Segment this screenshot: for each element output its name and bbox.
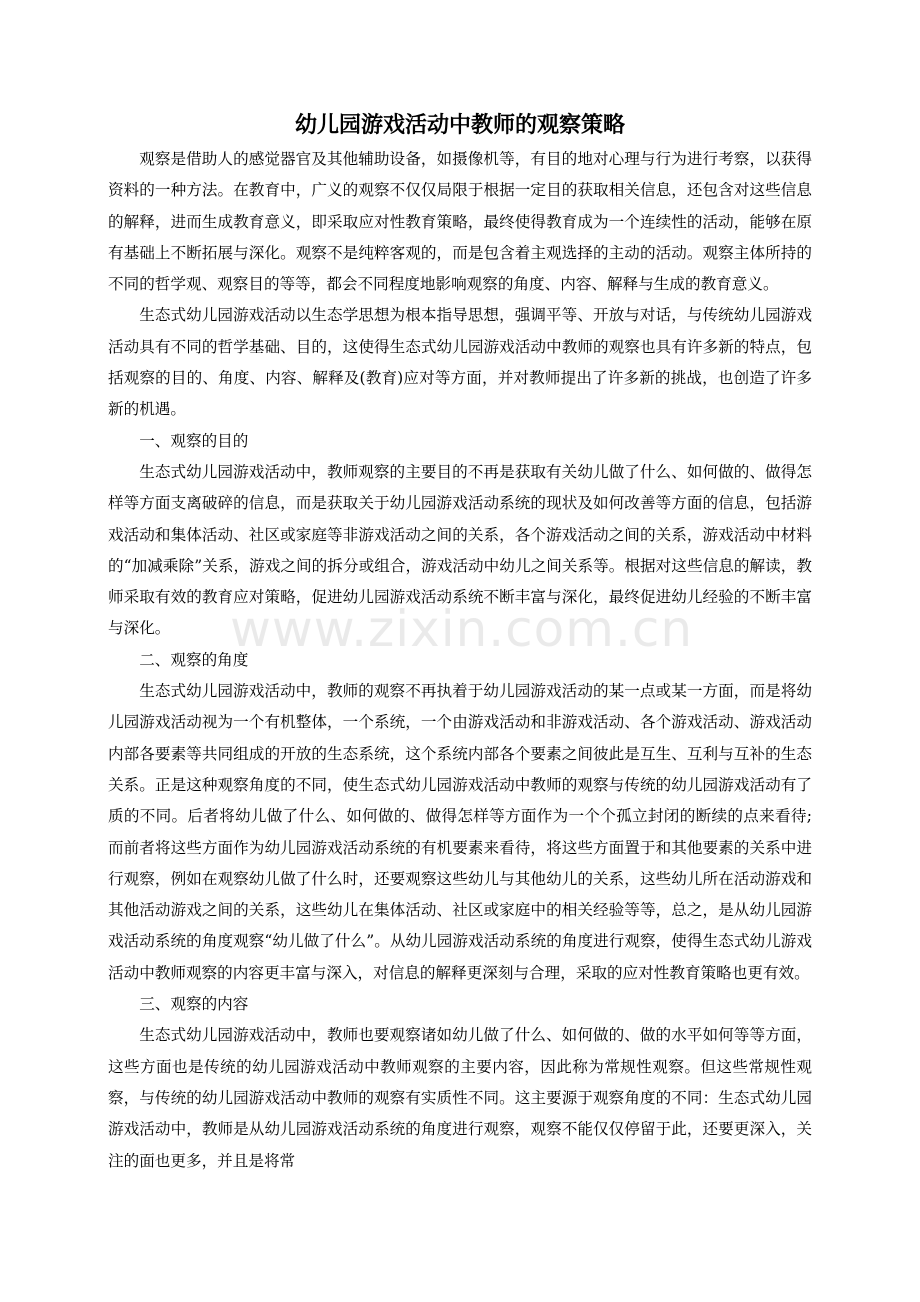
body-paragraph: 观察是借助人的感觉器官及其他辅助设备，如摄像机等，有目的地对心理与行为进行考察，以获得资料的一种方法。在教育中，广义的观察不仅仅局限于根据一定目的获取相关信息，还包含对这些信息的解释，进而生成教育意义，即采取应对性教育策略，最终使得教育成为一个连续性的活动，能够在原有基础上不断拓展与深化。观察不是纯粹客观的，而是包含着主观选择的主动的活动。观察主体所持的不同的哲学观、观察目的等等，都会不同程度地影响观察的角度、内容、解释与生成的教育意义。 [108, 150, 812, 294]
section-heading: 二、观察的角度 [139, 650, 249, 669]
body-paragraph: 生态式幼儿园游戏活动中，教师的观察不再执着于幼儿园游戏活动的某一点或某一方面，而是将幼儿园游戏活动视为一个有机整体，一个系统，一个由游戏活动和非游戏活动、各个游戏活动、游戏活动内部各要素等共同组成的开放的生态系统，这个系统内部各个要素之间彼此是互生、互利与互补的生态关系。正是这种观察角度的不同，使生态式幼儿园游戏活动中教师的观察与传统的幼儿园游戏活动有了质的不同。后者将幼儿做了什么、如何做的、做得怎样等方面作为一个个孤立封闭的断续的点来看待;而前者将这些方面作为幼儿园游戏活动系统的有机要素来看待，将这些方面置于和其他要素的关系中进行观察，例如在观察幼儿做了什么时，还要观察这些幼儿与其他幼儿的关系，这些幼儿所在活动游戏和其他活动游戏之间的关系，这些幼儿在集体活动、社区或家庭中的相关经验等等，总之，是从幼儿园游戏活动系统的角度观察“幼儿做了什么”。从幼儿园游戏活动系统的角度进行观察，使得生态式幼儿游戏活动中教师观察的内容更丰富与深入，对信息的解释更深刻与合理，采取的应对性教育策略也更有效。 [108, 682, 812, 982]
document-title: 幼儿园游戏活动中教师的观察策略 [294, 113, 625, 138]
body-paragraph: 生态式幼儿园游戏活动中，教师观察的主要目的不再是获取有关幼儿做了什么、如何做的、做得怎样等方面支离破碎的信息，而是获取关于幼儿园游戏活动系统的现状及如何改善等方面的信息，包括游戏活动和集体活动、社区或家庭等非游戏活动之间的关系，各个游戏活动之间的关系，游戏活动中材料的“加减乘除”关系，游戏之间的拆分或组合，游戏活动中幼儿之间关系等。根据对这些信息的解读，教师采取有效的教育应对策略，促进幼儿园游戏活动系统不断丰富与深化，最终促进幼儿经验的不断丰富与深化。 [108, 462, 812, 638]
body-paragraph: 生态式幼儿园游戏活动以生态学思想为根本指导思想，强调平等、开放与对话，与传统幼儿园游戏活动具有不同的哲学基础、目的，这使得生态式幼儿园游戏活动中教师的观察也具有许多新的特点，包括观察的目的、角度、内容、解释及(教育)应对等方面，并对教师提出了许多新的挑战，也创造了许多新的机遇。 [108, 306, 812, 419]
section-heading: 一、观察的目的 [139, 431, 249, 450]
watermark-text: www.zixin.com.cn [230, 600, 694, 658]
section-heading: 三、观察的内容 [139, 995, 249, 1014]
document-page [108, 108, 812, 1177]
document-body [108, 144, 812, 1177]
body-paragraph: 生态式幼儿园游戏活动中，教师也要观察诸如幼儿做了什么、如何做的、做的水平如何等等方面，这些方面也是传统的幼儿园游戏活动中教师观察的主要内容，因此称为常规性观察。但这些常规性观察，与传统的幼儿园游戏活动中教师的观察有实质性不同。这主要源于观察角度的不同：生态式幼儿园游戏活动中，教师是从幼儿园游戏活动系统的角度进行观察，观察不能仅仅停留于此，还要更深入，关注的面也更多，并且是将常 [108, 1026, 812, 1170]
